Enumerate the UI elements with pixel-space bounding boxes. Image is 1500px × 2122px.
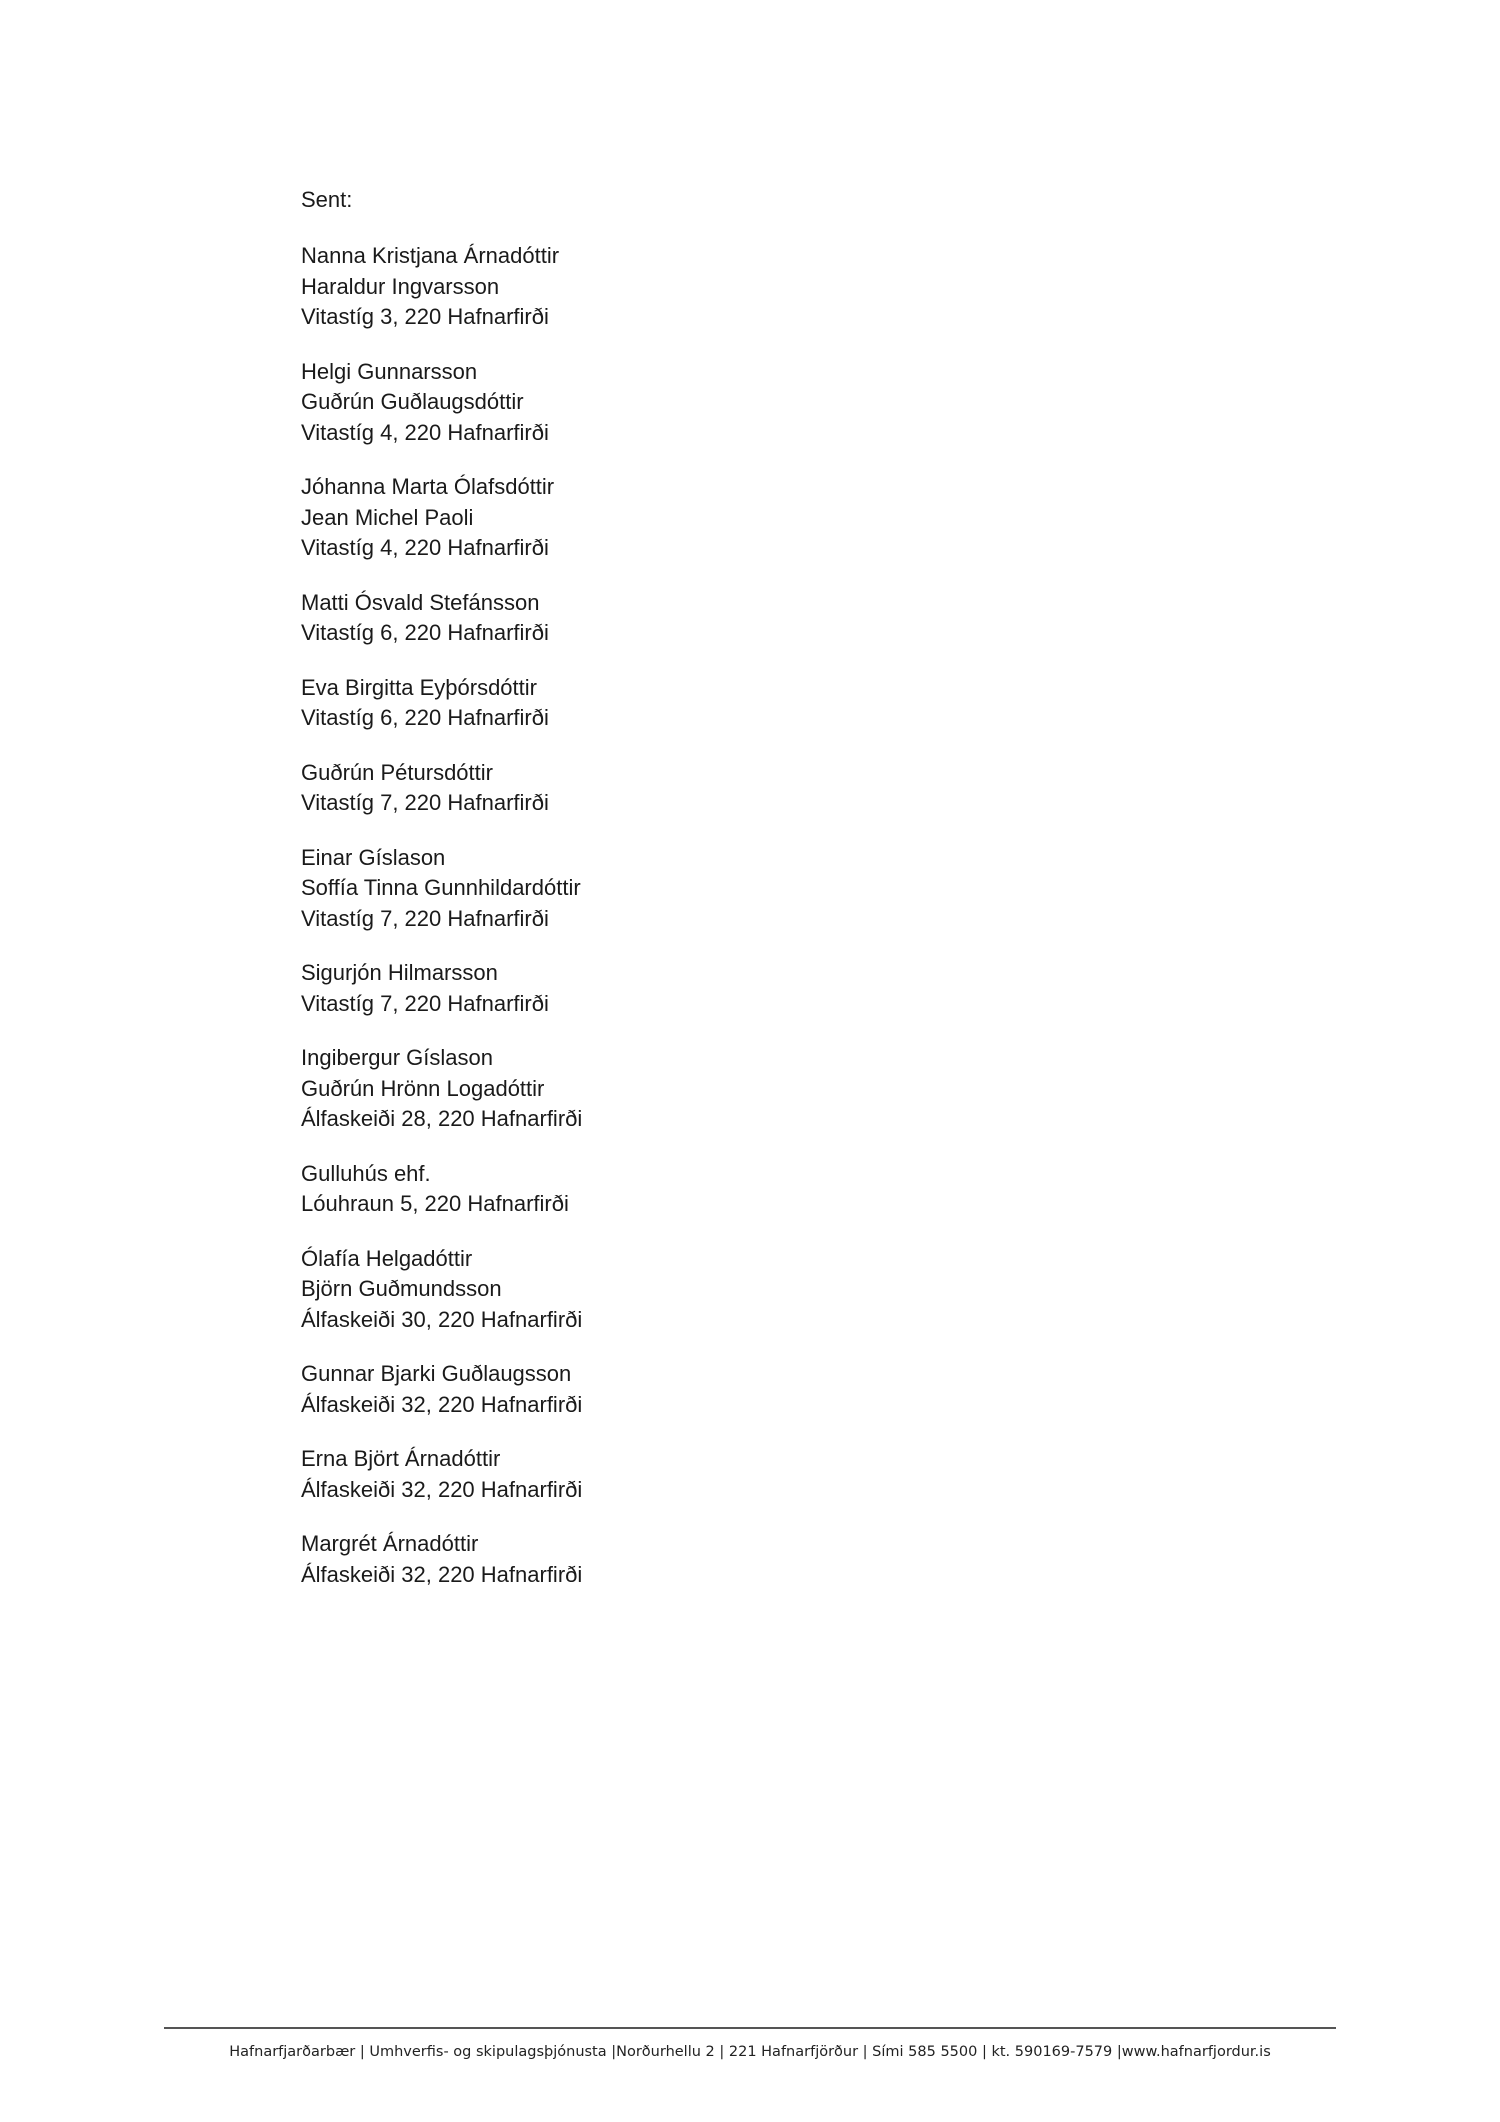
recipient-name: Eva Birgitta Eyþórsdóttir [301,674,537,700]
recipient-block [301,588,1201,649]
recipient-name: Haraldur Ingvarsson [301,273,500,299]
recipient-name: Helgi Gunnarsson [301,358,478,384]
recipient-name: Sigurjón Hilmarsson [301,960,498,985]
sent-heading: Sent: [301,187,353,212]
recipient-address: Vitastíg 7, 220 Hafnarfirði [301,790,549,815]
recipient-block [301,673,1201,734]
recipient-block [301,1444,1201,1505]
recipient-address: Lóuhraun 5, 220 Hafnarfirði [301,1191,569,1216]
recipient-list [301,241,1201,1590]
recipient-name: Guðrún Guðlaugsdóttir [301,389,524,414]
footer-contact-info: Hafnarfjarðarbær | Umhverfis- og skipulagsþjónusta |Norðurhellu 2 | 221 Hafnarfjörður | Sími 585 5500 | kt. 590169-7579 |www.hafnarfjordur.is [229,2044,1271,2060]
recipient-address: Vitastíg 3, 220 Hafnarfirði [301,304,549,329]
recipient-name: Soffía Tinna Gunnhildardóttir [301,875,581,900]
recipient-block [301,1159,1201,1220]
recipient-name: Erna Björt Árnadóttir [301,1446,501,1471]
recipient-block [301,958,1201,1019]
recipient-name: Jean Michel Paoli [301,504,474,530]
recipient-name: Nanna Kristjana Árnadóttir [301,243,560,268]
recipient-block [301,758,1201,819]
recipient-name: Björn Guðmundsson [301,1276,502,1301]
recipient-name: Margrét Árnadóttir [301,1531,479,1556]
recipient-name: Guðrún Hrönn Logadóttir [301,1075,545,1101]
recipient-address: Álfaskeiði 30, 220 Hafnarfirði [301,1306,583,1332]
recipient-address: Vitastíg 6, 220 Hafnarfirði [301,620,549,645]
recipient-block [301,1529,1201,1590]
recipient-block [301,1043,1201,1135]
recipient-block [301,1244,1201,1336]
recipient-address: Vitastíg 6, 220 Hafnarfirði [301,705,549,730]
recipient-address: Vitastíg 7, 220 Hafnarfirði [301,990,549,1016]
recipient-name: Gunnar Bjarki Guðlaugsson [301,1361,572,1386]
recipient-name: Ólafía Helgadóttir [301,1245,473,1271]
recipient-address: Álfaskeiði 32, 220 Hafnarfirði [301,1561,583,1587]
recipient-address: Vitastíg 4, 220 Hafnarfirði [301,419,549,445]
recipient-address: Vitastíg 7, 220 Hafnarfirði [301,905,549,931]
recipient-block [301,241,1201,333]
recipient-block [301,357,1201,449]
recipient-name: Gulluhús ehf. [301,1160,431,1186]
footer-divider [164,2027,1336,2029]
recipient-name: Ingibergur Gíslason [301,1045,493,1070]
recipient-block [301,843,1201,935]
recipient-block [301,1359,1201,1420]
recipient-name: Matti Ósvald Stefánsson [301,589,540,615]
recipient-address: Álfaskeiði 32, 220 Hafnarfirði [301,1476,583,1502]
recipient-address: Vitastíg 4, 220 Hafnarfirði [301,535,549,560]
recipient-address: Álfaskeiði 32, 220 Hafnarfirði [301,1391,583,1417]
recipient-name: Jóhanna Marta Ólafsdóttir [301,474,555,499]
recipient-name: Einar Gíslason [301,844,446,870]
recipient-name: Guðrún Pétursdóttir [301,759,493,785]
recipient-block [301,472,1201,564]
recipient-address: Álfaskeiði 28, 220 Hafnarfirði [301,1106,583,1131]
recipient-list-section [301,185,1201,1614]
